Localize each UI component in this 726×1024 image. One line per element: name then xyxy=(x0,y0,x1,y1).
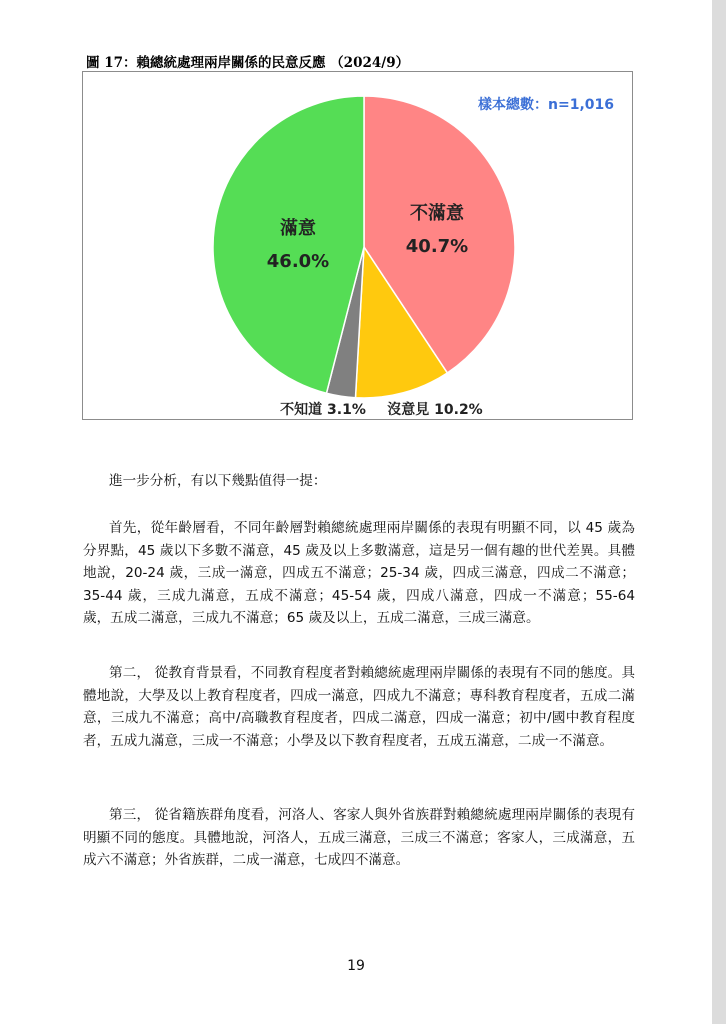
figure-title: 圖 17：賴總統處理兩岸關係的民意反應 （2024/9） xyxy=(86,55,410,71)
slice-label-no-opinion: 沒意見 10.2% xyxy=(387,402,483,418)
paragraph-education: 第二， 從教育背景看，不同教育程度者對賴總統處理兩岸關係的表現有不同的態度。具體地說，大學及以上教育程度者，四成一滿意，四成九不滿意；專科教育程度者，五成二滿意，三成九不滿意；高中/高職教育程度者，四成二滿意，四成一滿意；初中/國中教育程度者，五成九滿意，三成一不滿意；小學及以下教育程度者，五成五滿意，二成一不滿意。 xyxy=(83,665,635,749)
paragraph-intro: 進一步分析，有以下幾點值得一提： xyxy=(109,473,327,489)
page-edge xyxy=(712,0,726,1024)
slice-label-dissatisfied: 不滿意 xyxy=(410,203,464,224)
paragraph-age: 首先，從年齡層看，不同年齡層對賴總統處理兩岸關係的表現有明顯不同，以 45 歲為分界點，45 歲以下多數不滿意，45 歲及以上多數滿意，這是另一個有趣的世代差異。具體地說，20-24 歲，三成一滿意，四成五不滿意；25-34 歲，四成三滿意，四成二不滿意；35-44 歲，三成九滿意，五成不滿意；45-54 歲，四成八滿意，四成一不滿意；55-64 歲，五成二滿意，三成九不滿意；65 歲及以上，五成二滿意，三成三滿意。 xyxy=(83,520,635,627)
slice-value-satisfied: 46.0% xyxy=(266,251,330,272)
pie-chart xyxy=(83,72,632,419)
slice-label-dont-know: 不知道 3.1% xyxy=(280,402,366,418)
sample-size-note: 樣本總數：n=1,016 xyxy=(478,97,614,113)
slice-label-satisfied: 滿意 xyxy=(280,218,316,239)
paragraph-ethnicity: 第三， 從省籍族群角度看，河洛人、客家人與外省族群對賴總統處理兩岸關係的表現有明顯不同的態度。具體地說，河洛人，五成三滿意，三成三不滿意；客家人，三成滿意，五成六不滿意；外省族群，二成一滿意，七成四不滿意。 xyxy=(83,807,635,869)
pie-chart-frame xyxy=(82,71,633,420)
page-number: 19 xyxy=(347,958,365,974)
slice-value-dissatisfied: 40.7% xyxy=(405,236,469,257)
